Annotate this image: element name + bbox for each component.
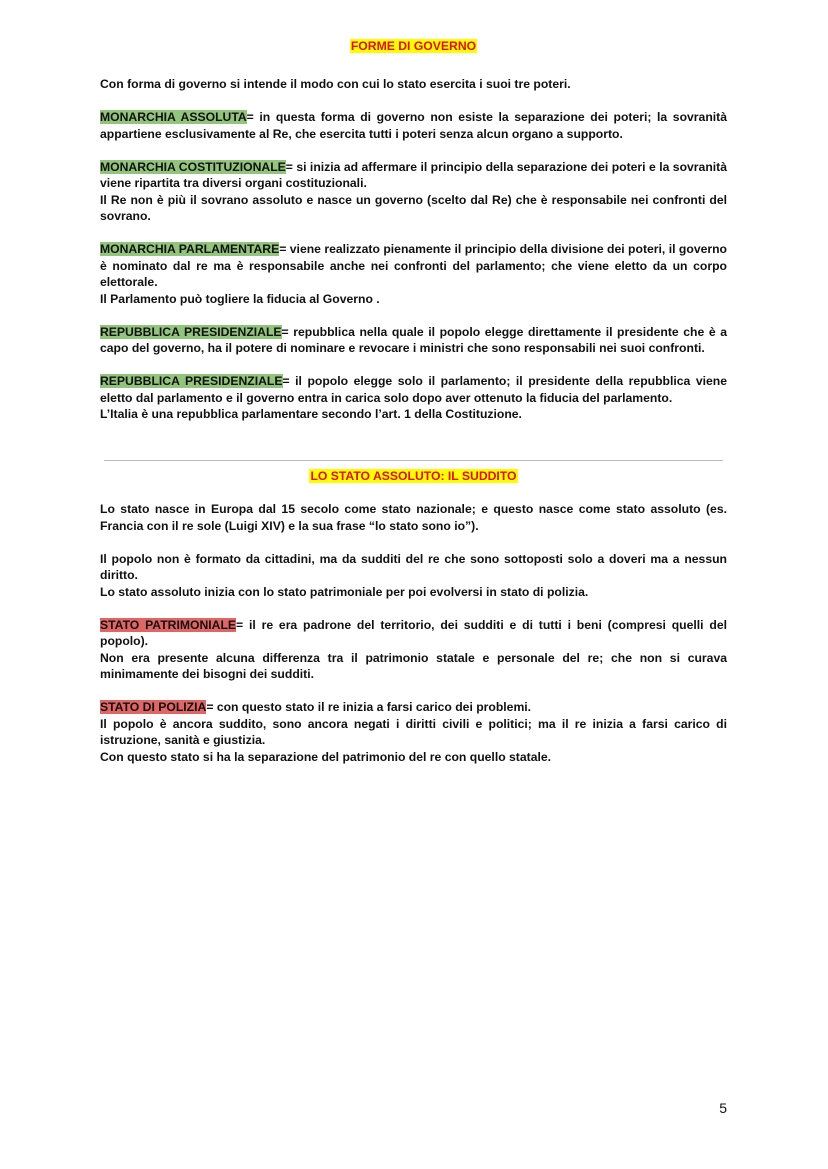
section-title <box>100 468 727 484</box>
definition-extra: L’Italia è una repubblica parlamentare secondo l’art. 1 della Costituzione. <box>100 407 522 421</box>
paragraph-popolo: Il popolo non è formato da cittadini, ma da sudditi del re che sono sottoposti solo a doveri ma a nessun diritto. <box>100 551 727 582</box>
definition-monarchia-costituzionale <box>100 159 727 192</box>
page-number: 5 <box>719 1100 727 1116</box>
definition-extra: Il Re non è più il sovrano assoluto e nasce un governo (scelto dal Re) che è responsabile nei confronti del sovrano. <box>100 192 727 223</box>
section-title-text: LO STATO ASSOLUTO: IL SUDDITO <box>310 469 517 483</box>
definition-text: = il popolo elegge solo il parlamento; il presidente della repubblica viene eletto dal parlamento e il governo entra in carica solo dopo aver ottenuto la fiducia del parlamento. <box>100 374 728 405</box>
definition-term: MONARCHIA COSTITUZIONALE <box>100 159 286 174</box>
section-title <box>100 38 727 54</box>
definition-monarchia-parlamentare <box>100 241 727 291</box>
definition-text: = viene realizzato pienamente il principio della divisione dei poteri, il governo è nominato dal re ma è responsabile anche nei confronti del parlamento; che viene eletto da un corpo elettorale. <box>100 242 728 289</box>
definition-text: = con questo stato il re inizia a farsi carico dei problemi. <box>206 700 532 714</box>
definition-text: = in questa forma di governo non esiste la separazione dei poteri; la sovranità appartiene esclusivamente al Re, che esercita tutti i poteri senza alcun organo a supporto. <box>100 110 727 141</box>
definition-text: = repubblica nella quale il popolo elegge direttamente il presidente che è a capo del governo, ha il potere di nominare e revocare i ministri che sono responsabili nei suoi confronti. <box>100 324 727 355</box>
definition-term: STATO DI POLIZIA <box>100 700 207 714</box>
definition-term: REPUBBLICA PRESIDENZIALE <box>100 324 282 339</box>
definition-term: STATO PATRIMONIALE <box>100 617 237 632</box>
definition-text: = si inizia ad affermare il principio della separazione dei poteri e la sovranità viene ripartita tra diversi organi costituzionali. <box>100 159 727 190</box>
definition-monarchia-assoluta <box>100 109 727 142</box>
definition-extra: Non era presente alcuna differenza tra il patrimonio statale e personale del re; che non si curava minimamente dei bisogni dei sudditi. <box>100 650 727 681</box>
definition-term: REPUBBLICA PRESIDENZIALE <box>100 374 283 388</box>
definition-repubblica-presidenziale <box>100 324 727 357</box>
definition-repubblica-parlamentare <box>100 373 727 406</box>
definition-term: MONARCHIA ASSOLUTA <box>100 110 247 124</box>
intro-paragraph: Con forma di governo si intende il modo con cui lo stato esercita i suoi tre poteri. <box>100 77 571 91</box>
section-divider <box>104 460 723 461</box>
definition-stato-patrimoniale <box>100 617 727 650</box>
section-stato-assoluto <box>100 468 727 765</box>
definition-stato-di-polizia <box>100 699 727 716</box>
section-forme-di-governo <box>100 38 727 423</box>
definition-term: MONARCHIA PARLAMENTARE <box>100 242 280 256</box>
definition-extra: Il Parlamento può togliere la fiducia al Governo . <box>100 291 380 306</box>
paragraph-evoluzione: Lo stato assoluto inizia con lo stato patrimoniale per poi evolversi in stato di polizia. <box>100 584 589 599</box>
section-title-text: FORME DI GOVERNO <box>350 39 477 53</box>
definition-extra: Con questo stato si ha la separazione del patrimonio del re con quello statale. <box>100 749 552 764</box>
definition-extra: Il popolo è ancora suddito, sono ancora negati i diritti civili e politici; ma il re inizia a farsi carico di istruzione, sanità e giustizia. <box>100 716 727 747</box>
definition-text: = il re era padrone del territorio, dei sudditi e di tutti i beni (compresi quelli del popolo). <box>100 617 727 648</box>
paragraph-origine-stato: Lo stato nasce in Europa dal 15 secolo come stato nazionale; e questo nasce come stato assoluto (es. Francia con il re sole (Luigi XIV) e la sua frase “lo stato sono io”). <box>100 502 727 533</box>
